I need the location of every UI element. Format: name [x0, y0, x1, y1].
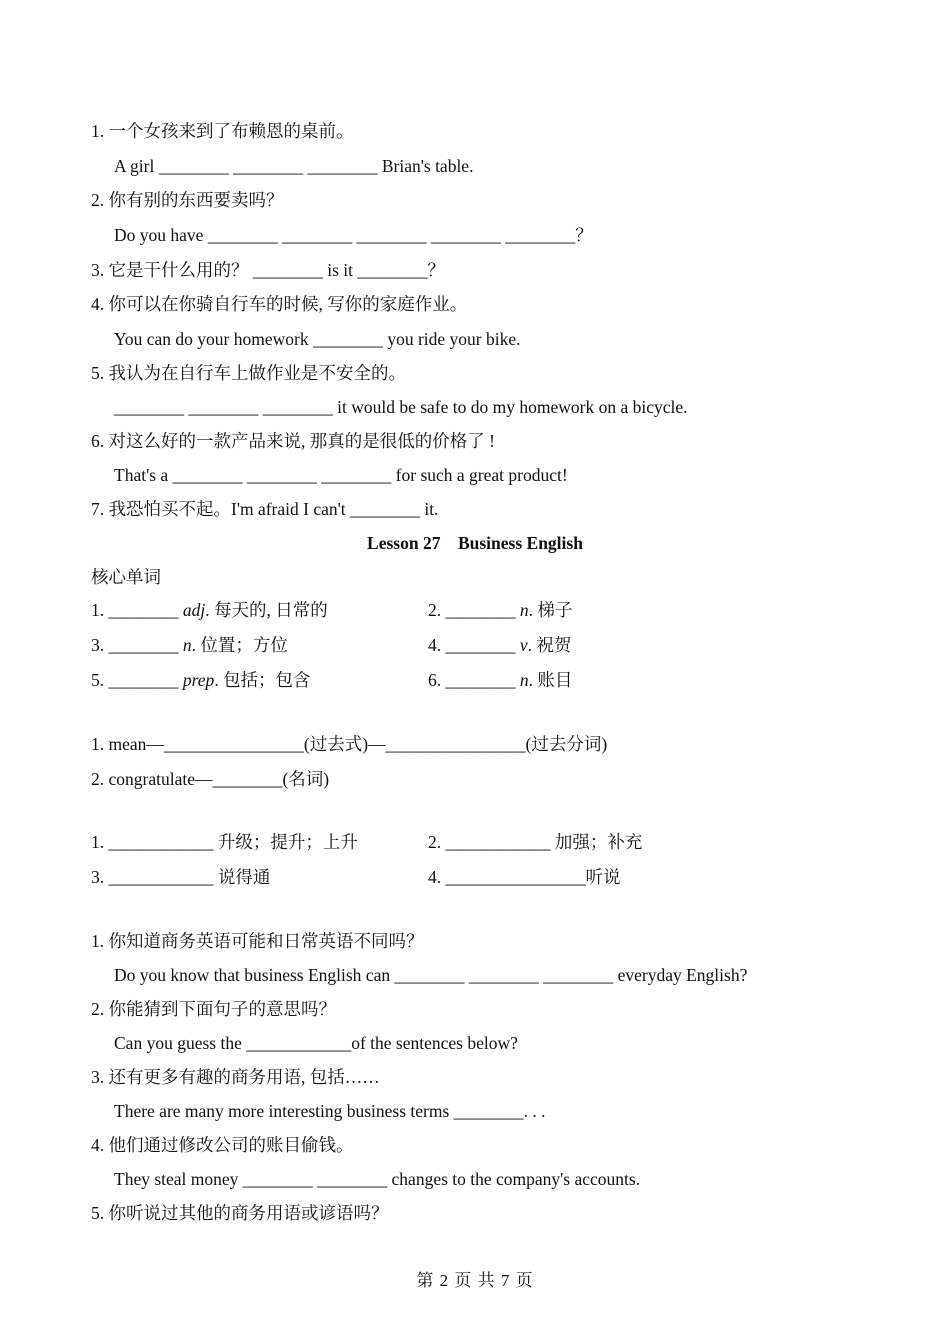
sentence-b1-chinese: 1. 你知道商务英语可能和日常英语不同吗？ [91, 931, 424, 951]
sentence-b3-english: There are many more interesting business terms ________. . . [114, 1101, 546, 1121]
core-word-5: 5. ________ prep. 包括；包含 [91, 670, 311, 690]
sentence-3: 3. 它是干什么用的？ ________ is it ________？ [91, 260, 445, 280]
sentence-b4-chinese: 4. 他们通过修改公司的账目偷钱。 [91, 1135, 354, 1155]
core-word-6: 6. ________ n. 账目 [428, 670, 573, 690]
core-words-heading: 核心单词 [91, 567, 161, 587]
word-form-2: 2. congratulate—________(名词) [91, 769, 330, 789]
sentence-7: 7. 我恐怕买不起。I'm afraid I can't ________ it. [91, 499, 439, 519]
sentence-2-chinese: 2. 你有别的东西要卖吗？ [91, 190, 284, 210]
sentence-6-english: That's a ________ ________ ________ for such a great product! [114, 465, 568, 485]
lesson-title: Lesson 27 Business English [367, 533, 583, 553]
sentence-5-chinese: 5. 我认为在自行车上做作业是不安全的。 [91, 363, 406, 383]
sentence-1-chinese: 1. 一个女孩来到了布赖恩的桌前。 [91, 121, 354, 141]
sentence-b1-english: Do you know that business English can ________ ________ ________ everyday English? [114, 965, 748, 985]
sentence-6-chinese: 6. 对这么好的一款产品来说, 那真的是很低的价格了 ! [91, 431, 495, 451]
core-word-2: 2. ________ n. 梯子 [428, 600, 573, 620]
phrase-4: 4. ________________听说 [428, 867, 621, 887]
sentence-b4-english: They steal money ________ ________ changes to the company's accounts. [114, 1169, 641, 1189]
page-footer: 第 2 页 共 7 页 [416, 1271, 534, 1290]
sentence-4-chinese: 4. 你可以在你骑自行车的时候, 写你的家庭作业。 [91, 294, 468, 314]
phrase-3: 3. ____________ 说得通 [91, 867, 271, 887]
core-word-3: 3. ________ n. 位置；方位 [91, 635, 288, 655]
sentence-5-english: ________ ________ ________ it would be safe to do my homework on a bicycle. [114, 397, 688, 417]
phrase-2: 2. ____________ 加强；补充 [428, 832, 643, 852]
sentence-2-english: Do you have ________ ________ ________ ________ ________？ [114, 225, 593, 245]
sentence-b2-english: Can you guess the ____________of the sentences below? [114, 1033, 518, 1053]
core-word-1: 1. ________ adj. 每天的, 日常的 [91, 600, 328, 620]
phrase-1: 1. ____________ 升级；提升；上升 [91, 832, 358, 852]
sentence-b2-chinese: 2. 你能猜到下面句子的意思吗？ [91, 999, 336, 1019]
word-form-1: 1. mean—________________(过去式)—________________(过去分词) [91, 734, 608, 754]
sentence-1-english: A girl ________ ________ ________ Brian's table. [114, 156, 474, 176]
sentence-b3-chinese: 3. 还有更多有趣的商务用语, 包括…… [91, 1067, 380, 1087]
sentence-b5-chinese: 5. 你听说过其他的商务用语或谚语吗？ [91, 1203, 389, 1223]
sentence-4-english: You can do your homework ________ you ride your bike. [114, 329, 521, 349]
core-word-4: 4. ________ v. 祝贺 [428, 635, 572, 655]
